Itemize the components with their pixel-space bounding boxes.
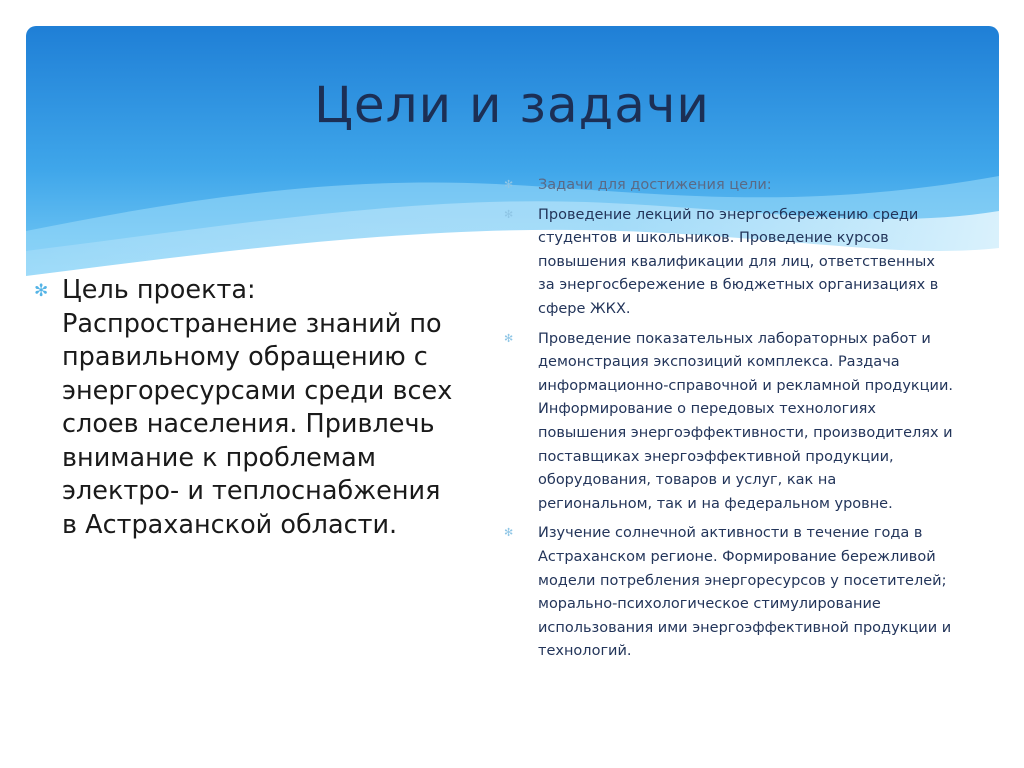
snowflake-bullet-icon: ✻ [504, 331, 514, 345]
right-column [504, 174, 954, 670]
task-list-item [504, 328, 954, 517]
task-text: Проведение показательных лабораторных работ и демонстрация экспозиций комплекса. Раздача информационно-справочной и рекламной продукции. Информирование о передовых технологиях повышения энергоэффективности, производителях и поставщиках энергоэффективной продукции, оборудования, товаров и услуг, как на региональном, так и на федеральном уровне. [538, 330, 953, 512]
snowflake-bullet-icon: ✻ [504, 207, 514, 221]
task-text: Проведение лекций по энергосбережению среди студентов и школьников. Проведение курсов повышения квалификации для лиц, ответственных за энергосбережение в бюджетных организациях в сфере ЖКХ. [538, 206, 939, 317]
snowflake-bullet-icon: ✻ [504, 526, 514, 540]
task-text: Изучение солнечной активности в течение года в Астраханском регионе. Формирование бережливой модели потребления энергоресурсов у посетителей; морально-психологическое стимулирование использования ими энергоэффективной продукции и технологий. [538, 525, 952, 660]
goal-list-item [34, 274, 454, 542]
snowflake-bullet-icon: ✻ [34, 281, 49, 301]
task-list-item [504, 174, 954, 198]
snowflake-bullet-icon: ✻ [504, 178, 514, 191]
task-list-item [504, 522, 954, 664]
task-text: Задачи для достижения цели: [538, 177, 772, 193]
slide-title: Цели и задачи [314, 76, 710, 134]
task-list-item [504, 204, 954, 322]
goal-text: Цель проекта: Распространение знаний по правильному обращению с энергоресурсами среди всех слоев населения. Привлечь внимание к проблемам электро- и теплоснабжения в Астраханской области. [62, 275, 453, 540]
left-column [34, 274, 454, 542]
